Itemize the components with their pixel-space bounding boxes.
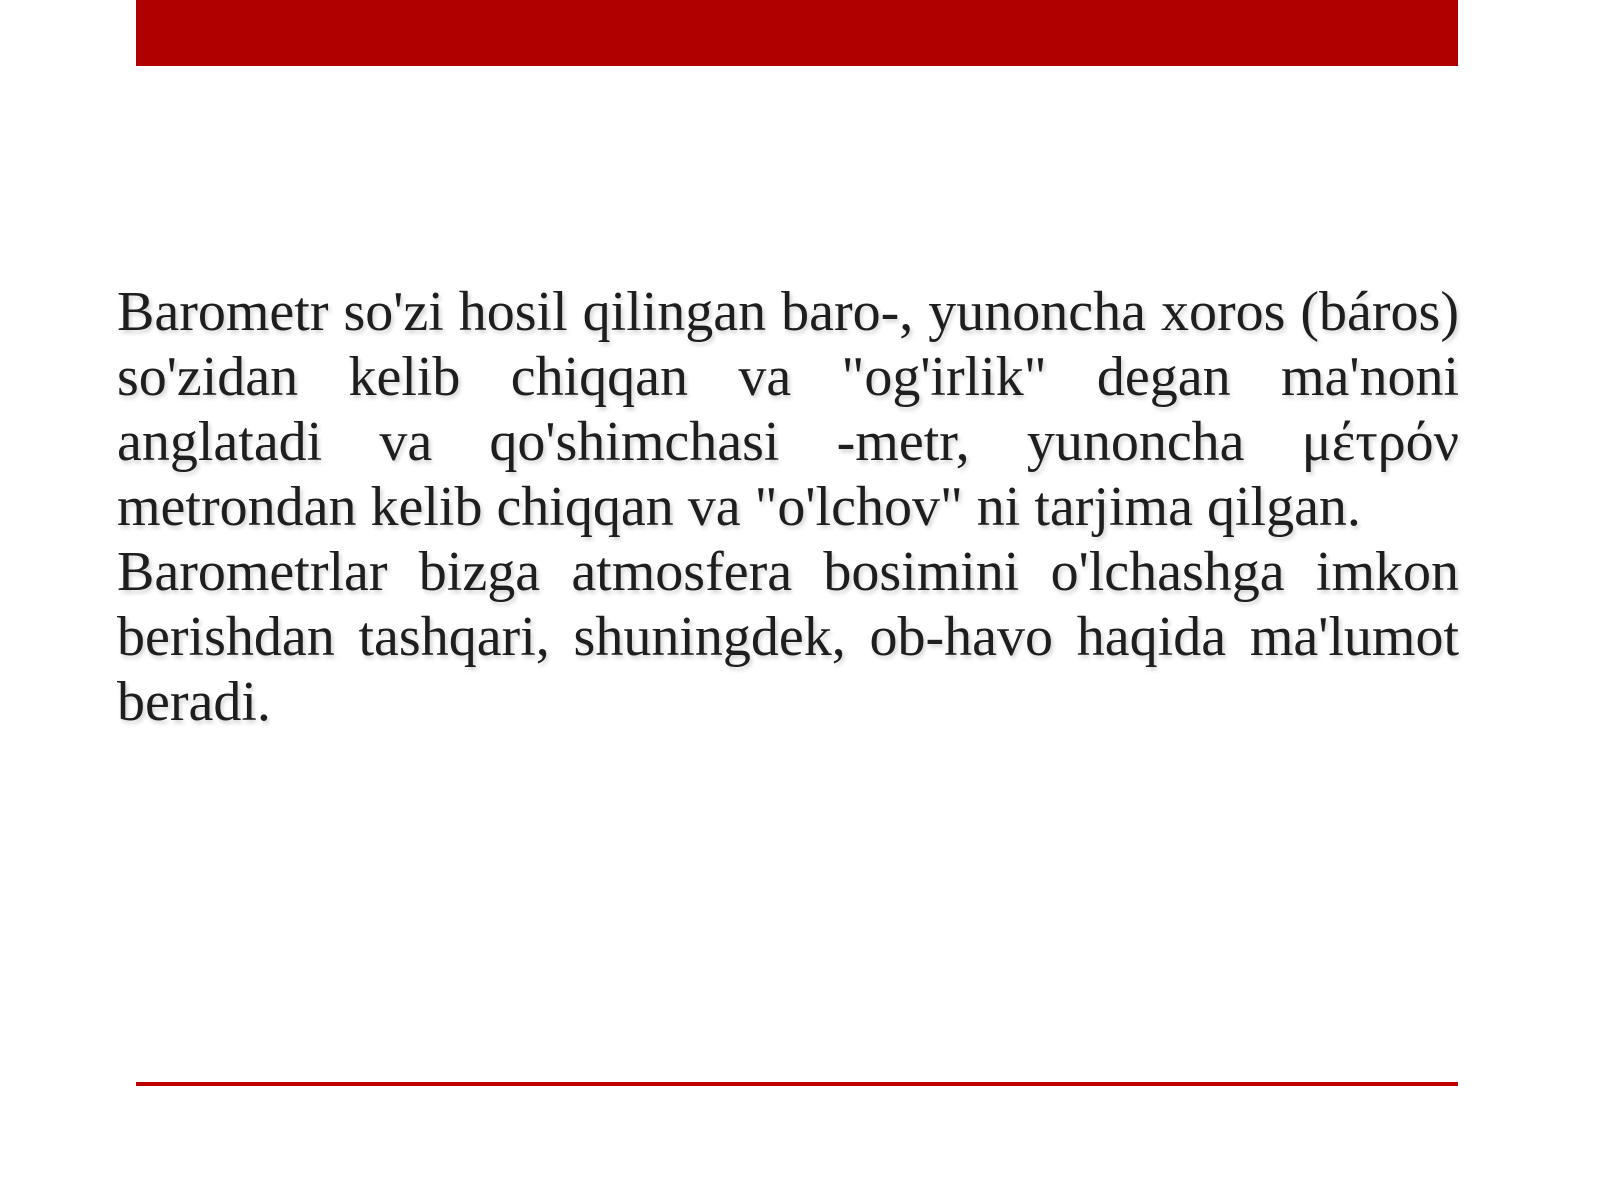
slide-body-text (117, 280, 1459, 735)
bottom-divider (136, 1082, 1458, 1086)
paragraph-etymology: Barometr so'zi hosil qilingan baro-, yunoncha xoros (báros) so'zidan kelib chiqqan va "og'irlik" degan ma'noni anglatadi va qo'shimchasi -metr, yunoncha μέτρόν metrondan kelib chiqqan va "o'lchov" ni tarjima qilgan. (117, 281, 1459, 538)
top-accent-bar (136, 0, 1458, 66)
paragraph-function: Barometrlar bizga atmosfera bosimini o'lchashga imkon berishdan tashqari, shuningdek, ob-havo haqida ma'lumot beradi. (117, 541, 1459, 733)
